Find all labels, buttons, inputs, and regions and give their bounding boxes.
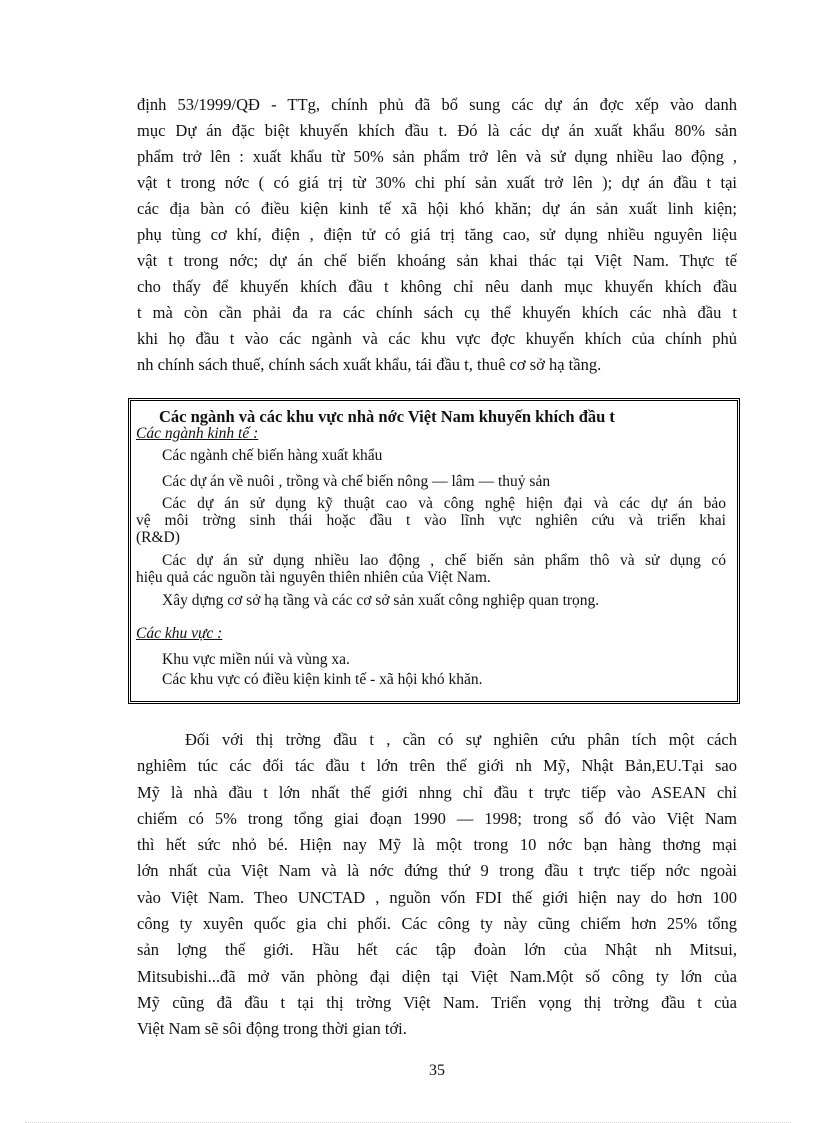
paragraph-investment-markets bbox=[137, 727, 737, 1043]
text-line: Đối với thị trờng đầu t , cần có sự nghiên cứu phân tích một cách bbox=[185, 730, 737, 749]
text-line: Các dự án về nuôi , trồng và chế biến nông — lâm — thuỷ sản bbox=[162, 473, 551, 490]
text-line: Xây dựng cơ sở hạ tầng và các cơ sở sản xuất công nghiệp quan trọng. bbox=[162, 592, 600, 609]
text-line: Mỹ cũng đã đầu t tại thị trờng Việt Nam. Triển vọng thị trờng đầu t của bbox=[137, 992, 737, 1012]
region-item bbox=[136, 651, 726, 668]
text-line: lớn nhất của Việt Nam và là nớc đứng thứ 9 trong đầu t trực tiếp nớc ngoài bbox=[137, 861, 737, 881]
text-line: Mitsubishi...đã mở văn phòng đại diện tại Việt Nam.Một số công ty lớn của bbox=[137, 966, 737, 986]
paragraph-investment-policy bbox=[137, 92, 737, 378]
text-line: Việt Nam sẽ sôi động trong thời gian tới. bbox=[137, 1019, 407, 1039]
text-line: Các dự án sử dụng kỹ thuật cao và công nghệ hiện đại và các dự án bảo bbox=[162, 495, 726, 512]
text-line: (R&D) bbox=[136, 529, 180, 546]
text-line: khi họ đầu t vào các ngành và các khu vực đợc khuyến khích của chính phủ bbox=[137, 329, 737, 348]
text-line: các địa bàn có điều kiện kinh tế xã hội khó khăn; dự án sản xuất linh kiện; bbox=[137, 199, 737, 218]
incentive-box bbox=[128, 398, 740, 704]
text-line: thì hết sức nhỏ bé. Hiện nay Mỹ là một trong 10 nớc bạn hàng thơng mại bbox=[137, 835, 737, 855]
text-line: Mỹ là nhà đầu t lớn nhất thế giới nhng chỉ đầu t trực tiếp vào ASEAN chỉ bbox=[137, 782, 737, 802]
text-line: t mà còn cần phải đa ra các chính sách cụ thể khuyến khích các nhà đầu t bbox=[137, 303, 737, 322]
text-line: Khu vực miền núi và vùng xa. bbox=[162, 651, 350, 668]
text-line: phẩm trở lên : xuất khẩu từ 50% sản phẩm trở lên và sử dụng nhiều lao động , bbox=[137, 147, 737, 166]
sector-item bbox=[136, 552, 726, 586]
text-line: phụ tùng cơ khí, điện , điện tử có giá trị tăng cao, sử dụng nhiều nguyên liệu bbox=[137, 225, 737, 244]
text-line: vệ môi trờng sinh thái hoặc đầu t vào lĩnh vực nghiên cứu và triển khai bbox=[136, 512, 726, 529]
text-line: vào Việt Nam. Theo UNCTAD , nguồn vốn FDI thế giới hiện nay do hơn 100 bbox=[137, 887, 737, 907]
text-line: vật t trong nớc; dự án chế biến khoáng sản khai thác tại Việt Nam. Thực tế bbox=[137, 251, 737, 270]
sector-item bbox=[136, 592, 726, 609]
regions-heading: Các khu vực : bbox=[136, 625, 223, 642]
sector-item bbox=[136, 447, 726, 464]
text-line: hiệu quả các nguồn tài nguyên thiên nhiên của Việt Nam. bbox=[136, 569, 491, 586]
text-line: công ty xuyên quốc gia chi phối. Các công ty này cũng chiếm hơn 25% tổng bbox=[137, 914, 737, 934]
region-item bbox=[136, 671, 726, 688]
page-number: 35 bbox=[429, 1062, 445, 1079]
text-line: Các dự án sử dụng nhiều lao động , chế biến sản phẩm thô và sử dụng có bbox=[162, 552, 726, 569]
text-line: chiếm có 5% trong tổng giai đoạn 1990 — 1998; trong số đó vào Việt Nam bbox=[137, 808, 737, 828]
sectors-heading: Các ngành kinh tế : bbox=[136, 425, 259, 442]
text-line: mục Dự án đặc biệt khuyến khích đầu t. Đó là các dự án xuất khẩu 80% sản bbox=[137, 121, 737, 140]
text-line: nh chính sách thuế, chính sách xuất khẩu, tái đầu t, thuê cơ sở hạ tầng. bbox=[137, 355, 602, 374]
text-line: cho thấy để khuyến khích đầu t không chỉ nêu danh mục khuyến khích đầu bbox=[137, 277, 737, 296]
text-line: Các ngành chế biến hàng xuất khẩu bbox=[162, 447, 383, 464]
text-line: vật t trong nớc ( có giá trị từ 30% chi phí sản xuất trở lên ); dự án đầu t tại bbox=[137, 173, 737, 192]
box-title: Các ngành và các khu vực nhà nớc Việt Nam khuyến khích đầu t bbox=[159, 407, 615, 426]
sector-item bbox=[136, 473, 726, 490]
text-line: định 53/1999/QĐ - TTg, chính phủ đã bổ sung các dự án đợc xếp vào danh bbox=[137, 95, 737, 114]
text-line: sản lợng thế giới. Hầu hết các tập đoàn lớn của Nhật nh Mitsui, bbox=[137, 940, 737, 960]
sector-item bbox=[136, 495, 726, 546]
text-line: Các khu vực có điều kiện kinh tế - xã hội khó khăn. bbox=[162, 671, 483, 688]
text-line: nghiêm túc các đối tác đầu t lớn trên thế giới nh Mỹ, Nhật Bản,EU.Tại sao bbox=[137, 756, 737, 776]
